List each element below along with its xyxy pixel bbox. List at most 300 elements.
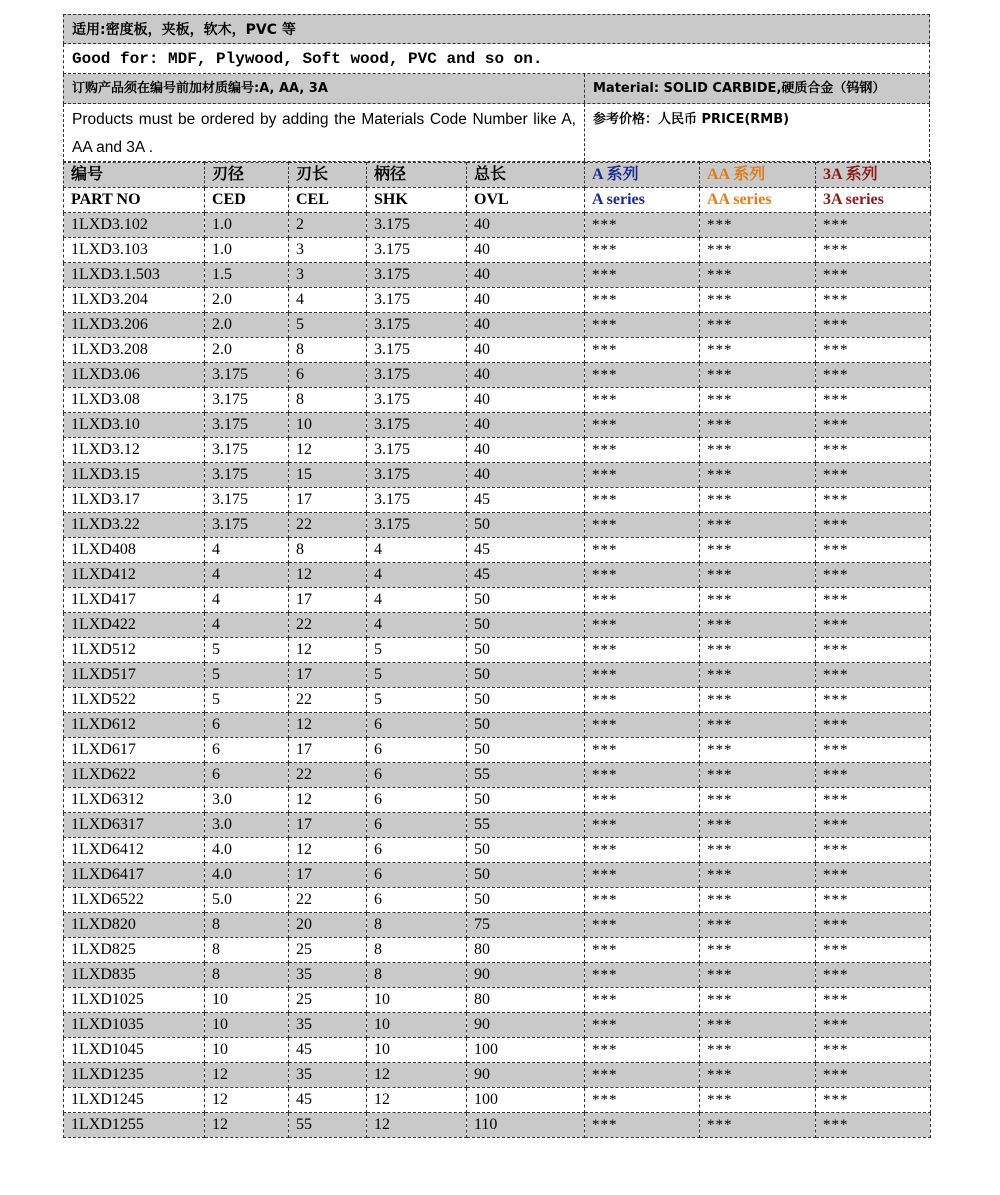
part-number-cell: 1LXD825 [64,938,205,963]
spec-cell: 12 [289,563,367,588]
spec-cell: 12 [205,1113,289,1138]
price-cell: *** [700,888,816,913]
spec-cell: 6 [367,788,467,813]
header-cell: 编号 [64,163,205,188]
spec-cell: 50 [467,863,585,888]
price-cell: *** [700,838,816,863]
spec-cell: 50 [467,788,585,813]
spec-cell: 6 [205,738,289,763]
table-row [64,888,931,913]
table-row [64,213,931,238]
price-cell: *** [816,1113,931,1138]
spec-cell: 3.0 [205,788,289,813]
spec-cell: 8 [289,538,367,563]
spec-cell: 40 [467,238,585,263]
price-cell: *** [816,788,931,813]
spec-cell: 17 [289,663,367,688]
price-cell: *** [700,1038,816,1063]
spec-cell: 3.175 [205,388,289,413]
spec-cell: 3.175 [367,513,467,538]
part-number-cell: 1LXD417 [64,588,205,613]
price-cell: *** [700,213,816,238]
price-cell: *** [585,213,700,238]
header-cell: OVL [467,188,585,213]
price-cell: *** [700,438,816,463]
spec-cell: 5 [367,638,467,663]
price-cell: *** [585,738,700,763]
spec-cell: 3.175 [367,263,467,288]
price-cell: *** [700,788,816,813]
spec-cell: 35 [289,1063,367,1088]
spec-cell: 80 [467,938,585,963]
price-cell: *** [700,238,816,263]
price-cell: *** [700,388,816,413]
spec-cell: 17 [289,588,367,613]
price-cell: *** [700,813,816,838]
header-cell: SHK [367,188,467,213]
price-cell: *** [816,263,931,288]
spec-cell: 40 [467,338,585,363]
spec-cell: 25 [289,988,367,1013]
spec-cell: 2.0 [205,313,289,338]
header-cell-a-series: A series [585,188,700,213]
price-cell: *** [816,563,931,588]
table-row [64,463,931,488]
price-cell: *** [700,538,816,563]
spec-cell: 50 [467,513,585,538]
price-cell: *** [585,438,700,463]
part-number-cell: 1LXD622 [64,763,205,788]
header-row-en [64,188,931,213]
price-cell: *** [585,263,700,288]
part-number-cell: 1LXD3.17 [64,488,205,513]
spec-cell: 50 [467,613,585,638]
table-row [64,713,931,738]
price-cell: *** [585,463,700,488]
order-note-en: Products must be ordered by adding the Materials Code Number like A, AA and 3A . [64,104,585,161]
spec-cell: 4 [367,563,467,588]
spec-cell: 3.175 [367,213,467,238]
table-row [64,963,931,988]
spec-cell: 17 [289,863,367,888]
header-row-cn [64,163,931,188]
table-row [64,763,931,788]
part-number-cell: 1LXD517 [64,663,205,688]
spec-cell: 2.0 [205,288,289,313]
spec-cell: 100 [467,1088,585,1113]
header-cell-a-series: A 系列 [585,163,700,188]
table-row [64,863,931,888]
spec-cell: 10 [367,988,467,1013]
spec-cell: 10 [205,988,289,1013]
spec-cell: 3.175 [367,413,467,438]
order-note-cn: 订购产品须在编号前加材质编号:A, AA, 3A [64,74,585,103]
table-row [64,1088,931,1113]
price-cell: *** [700,963,816,988]
spec-cell: 1.5 [205,263,289,288]
table-row [64,563,931,588]
table-row [64,613,931,638]
spec-cell: 40 [467,363,585,388]
part-number-cell: 1LXD6412 [64,838,205,863]
price-cell: *** [585,288,700,313]
part-number-cell: 1LXD522 [64,688,205,713]
part-number-cell: 1LXD422 [64,613,205,638]
table-row [64,788,931,813]
spec-cell: 8 [367,938,467,963]
table-row [64,813,931,838]
spec-cell: 12 [367,1088,467,1113]
part-number-cell: 1LXD3.12 [64,438,205,463]
price-cell: *** [700,713,816,738]
price-cell: *** [585,938,700,963]
spec-cell: 40 [467,413,585,438]
spec-cell: 4 [367,613,467,638]
price-cell: *** [585,613,700,638]
spec-cell: 90 [467,963,585,988]
spec-cell: 5 [367,663,467,688]
spec-cell: 40 [467,313,585,338]
price-cell: *** [700,1088,816,1113]
price-cell: *** [700,513,816,538]
spec-cell: 1.0 [205,213,289,238]
price-cell: *** [816,938,931,963]
spec-cell: 45 [289,1088,367,1113]
spec-cell: 50 [467,663,585,688]
spec-cell: 12 [289,438,367,463]
part-number-cell: 1LXD1235 [64,1063,205,1088]
spec-cell: 22 [289,613,367,638]
header-cell: PART NO [64,188,205,213]
price-cell: *** [585,363,700,388]
part-number-cell: 1LXD617 [64,738,205,763]
spec-cell: 6 [367,813,467,838]
price-cell: *** [816,863,931,888]
order-price-band [63,104,930,162]
table-row [64,913,931,938]
price-cell: *** [585,1038,700,1063]
spec-cell: 5 [205,688,289,713]
header-cell-3a-series: 3A series [816,188,931,213]
spec-cell: 8 [205,938,289,963]
price-cell: *** [585,863,700,888]
table-row [64,738,931,763]
table-row [64,388,931,413]
price-cell: *** [700,363,816,388]
spec-cell: 6 [367,888,467,913]
price-cell: *** [585,788,700,813]
spec-cell: 17 [289,488,367,513]
spec-cell: 90 [467,1013,585,1038]
price-cell: *** [816,338,931,363]
table-row [64,938,931,963]
spec-cell: 12 [289,713,367,738]
part-number-cell: 1LXD412 [64,563,205,588]
spec-cell: 10 [205,1013,289,1038]
spec-cell: 35 [289,963,367,988]
spec-cell: 17 [289,738,367,763]
spec-cell: 12 [205,1063,289,1088]
part-number-cell: 1LXD1035 [64,1013,205,1038]
part-number-cell: 1LXD3.102 [64,213,205,238]
part-number-cell: 1LXD3.204 [64,288,205,313]
table-row [64,363,931,388]
price-cell: *** [816,638,931,663]
price-cell: *** [700,413,816,438]
spec-cell: 8 [367,913,467,938]
spec-cell: 3.175 [367,363,467,388]
spec-cell: 22 [289,513,367,538]
header-cell: 刃长 [289,163,367,188]
price-cell: *** [585,388,700,413]
table-row [64,1038,931,1063]
spec-cell: 100 [467,1038,585,1063]
spec-cell: 3.175 [205,488,289,513]
spec-cell: 50 [467,688,585,713]
price-cell: *** [700,688,816,713]
spec-cell: 4 [289,288,367,313]
price-cell: *** [700,1013,816,1038]
spec-cell: 22 [289,688,367,713]
spec-cell: 6 [205,763,289,788]
spec-cell: 45 [467,488,585,513]
table-row [64,438,931,463]
spec-cell: 8 [205,963,289,988]
spec-cell: 17 [289,813,367,838]
part-number-cell: 1LXD1045 [64,1038,205,1063]
spec-cell: 22 [289,763,367,788]
spec-cell: 3 [289,238,367,263]
spec-cell: 4 [367,588,467,613]
price-cell: *** [816,963,931,988]
table-row [64,538,931,563]
price-cell: *** [816,288,931,313]
spec-cell: 40 [467,288,585,313]
spec-cell: 4 [205,588,289,613]
spec-cell: 3.175 [367,238,467,263]
spec-cell: 45 [467,538,585,563]
header-cell-aa-series: AA 系列 [700,163,816,188]
spec-cell: 55 [289,1113,367,1138]
part-number-cell: 1LXD6317 [64,813,205,838]
header-cell: CEL [289,188,367,213]
price-cell: *** [816,663,931,688]
spec-cell: 4.0 [205,838,289,863]
part-number-cell: 1LXD1025 [64,988,205,1013]
price-cell: *** [585,663,700,688]
price-cell: *** [816,363,931,388]
spec-cell: 3 [289,263,367,288]
table-row [64,513,931,538]
price-cell: *** [816,813,931,838]
price-cell: *** [816,213,931,238]
spec-cell: 50 [467,738,585,763]
price-cell: *** [816,488,931,513]
spec-cell: 40 [467,213,585,238]
price-cell: *** [585,588,700,613]
parts-table [63,162,931,1138]
price-cell: *** [585,713,700,738]
spec-cell: 12 [205,1088,289,1113]
price-cell: *** [700,763,816,788]
price-cell: *** [816,413,931,438]
price-cell: *** [816,988,931,1013]
spec-cell: 40 [467,263,585,288]
part-number-cell: 1LXD1255 [64,1113,205,1138]
price-cell: *** [585,1088,700,1113]
price-cell: *** [585,563,700,588]
spec-cell: 45 [467,563,585,588]
price-cell: *** [585,988,700,1013]
part-number-cell: 1LXD3.208 [64,338,205,363]
table-row [64,238,931,263]
price-cell: *** [816,588,931,613]
part-number-cell: 1LXD408 [64,538,205,563]
spec-cell: 40 [467,463,585,488]
spec-cell: 22 [289,888,367,913]
price-cell: *** [585,488,700,513]
usage-en-banner: Good for: MDF, Plywood, Soft wood, PVC and so on. [63,44,930,74]
spec-cell: 6 [289,363,367,388]
price-cell: *** [700,463,816,488]
price-cell: *** [700,488,816,513]
part-number-cell: 1LXD6312 [64,788,205,813]
part-number-cell: 1LXD3.10 [64,413,205,438]
table-row [64,1013,931,1038]
price-cell: *** [585,813,700,838]
price-cell: *** [816,388,931,413]
price-cell: *** [700,313,816,338]
spec-cell: 5 [205,638,289,663]
spec-cell: 5 [367,688,467,713]
spec-cell: 2.0 [205,338,289,363]
spec-cell: 4 [205,563,289,588]
price-cell: *** [700,1063,816,1088]
part-number-cell: 1LXD3.08 [64,388,205,413]
price-cell: *** [585,238,700,263]
spec-cell: 4 [367,538,467,563]
spec-cell: 5 [289,313,367,338]
part-number-cell: 1LXD612 [64,713,205,738]
spec-cell: 3.175 [205,413,289,438]
price-cell: *** [700,1113,816,1138]
price-cell: *** [700,738,816,763]
spec-cell: 5 [205,663,289,688]
price-cell: *** [816,1088,931,1113]
spec-cell: 25 [289,938,367,963]
price-cell: *** [700,638,816,663]
spec-cell: 8 [367,963,467,988]
part-number-cell: 1LXD6417 [64,863,205,888]
price-cell: *** [816,1013,931,1038]
price-cell: *** [700,663,816,688]
table-row [64,588,931,613]
price-cell: *** [816,688,931,713]
price-cell: *** [816,888,931,913]
price-cell: *** [700,863,816,888]
spec-cell: 12 [367,1113,467,1138]
spec-cell: 12 [289,838,367,863]
spec-cell: 35 [289,1013,367,1038]
header-cell: CED [205,188,289,213]
spec-cell: 110 [467,1113,585,1138]
table-row [64,663,931,688]
price-cell: *** [816,538,931,563]
part-number-cell: 1LXD3.1.503 [64,263,205,288]
price-cell: *** [585,413,700,438]
spec-cell: 3.175 [205,363,289,388]
part-number-cell: 1LXD3.103 [64,238,205,263]
spec-cell: 75 [467,913,585,938]
price-cell: *** [585,1113,700,1138]
table-row [64,1063,931,1088]
spec-cell: 10 [289,413,367,438]
price-cell: *** [816,1063,931,1088]
price-cell: *** [816,763,931,788]
spec-cell: 3.175 [367,463,467,488]
price-cell: *** [700,288,816,313]
spec-cell: 55 [467,813,585,838]
part-number-cell: 1LXD3.06 [64,363,205,388]
spec-cell: 6 [367,838,467,863]
spec-cell: 3.175 [367,338,467,363]
spec-cell: 10 [205,1038,289,1063]
spec-cell: 10 [367,1013,467,1038]
table-row [64,288,931,313]
price-cell: *** [816,1038,931,1063]
price-cell: *** [816,438,931,463]
price-cell: *** [816,713,931,738]
spec-cell: 2 [289,213,367,238]
price-cell: *** [585,1013,700,1038]
part-number-cell: 1LXD512 [64,638,205,663]
spec-cell: 5.0 [205,888,289,913]
spec-cell: 1.0 [205,238,289,263]
spec-cell: 50 [467,888,585,913]
header-cell-aa-series: AA series [700,188,816,213]
price-cell: *** [585,888,700,913]
price-cell: *** [816,913,931,938]
part-number-cell: 1LXD820 [64,913,205,938]
price-cell: *** [816,838,931,863]
spec-cell: 50 [467,838,585,863]
spec-cell: 8 [289,388,367,413]
part-number-cell: 1LXD3.206 [64,313,205,338]
price-cell: *** [816,738,931,763]
price-cell: *** [700,988,816,1013]
spec-cell: 3.175 [367,313,467,338]
spec-cell: 55 [467,763,585,788]
price-cell: *** [700,613,816,638]
price-cell: *** [585,838,700,863]
header-cell: 刃径 [205,163,289,188]
table-row [64,838,931,863]
spec-cell: 3.175 [367,488,467,513]
header-cell: 柄径 [367,163,467,188]
price-cell: *** [700,588,816,613]
spec-cell: 8 [289,338,367,363]
price-cell: *** [585,1063,700,1088]
price-cell: *** [700,938,816,963]
price-cell: *** [585,688,700,713]
price-cell: *** [585,313,700,338]
spec-cell: 4 [205,538,289,563]
price-cell: *** [585,513,700,538]
spec-cell: 10 [367,1038,467,1063]
header-cell: 总长 [467,163,585,188]
spec-cell: 3.175 [367,438,467,463]
spec-cell: 3.175 [367,288,467,313]
